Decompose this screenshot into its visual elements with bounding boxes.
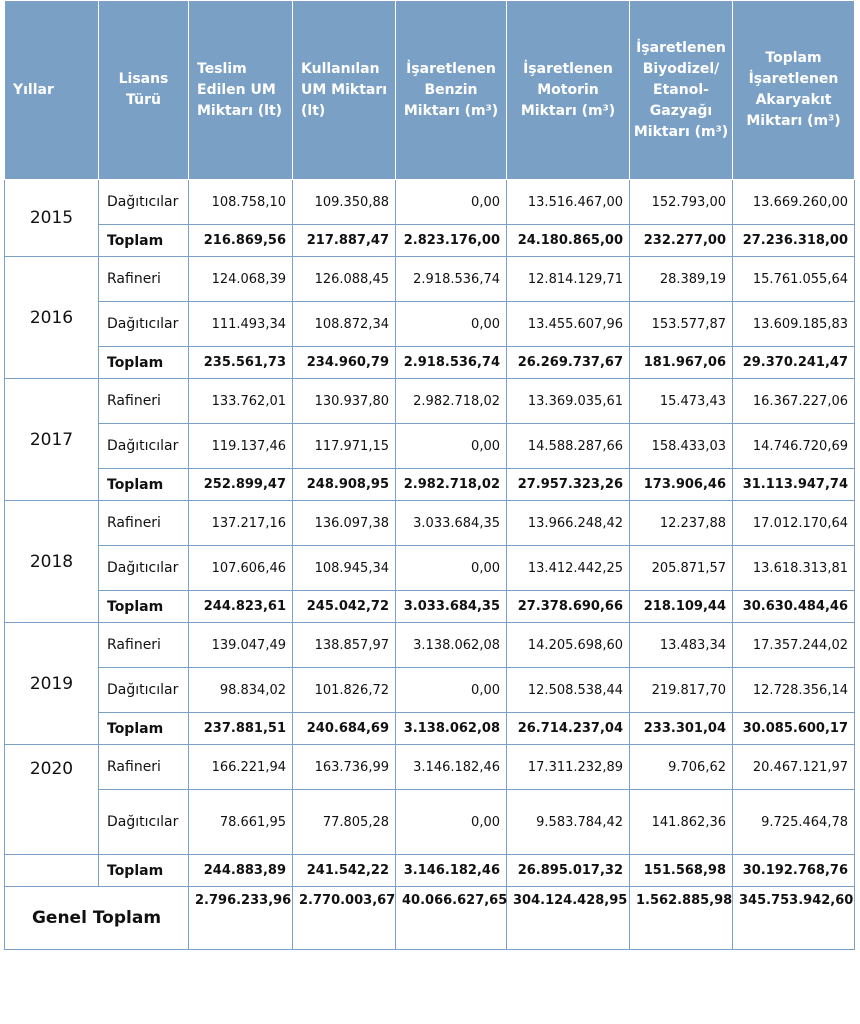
value-cell: 130.937,80 <box>293 379 396 424</box>
value-cell: 17.012.170,64 <box>733 501 855 546</box>
header-row <box>5 1 855 180</box>
value-cell: 17.311.232,89 <box>507 745 630 790</box>
total-value-cell: 173.906,46 <box>630 469 733 501</box>
total-value-cell: 233.301,04 <box>630 713 733 745</box>
value-cell: 12.728.356,14 <box>733 668 855 713</box>
value-cell: 13.455.607,96 <box>507 302 630 347</box>
total-value-cell: 240.684,69 <box>293 713 396 745</box>
total-value-cell: 30.085.600,17 <box>733 713 855 745</box>
year-cell: 2015 <box>5 180 99 257</box>
grand-total-value-cell: 304.124.428,95 <box>507 887 630 950</box>
table-row <box>5 257 855 302</box>
year-cell: 2019 <box>5 623 99 745</box>
total-value-cell: 24.180.865,00 <box>507 225 630 257</box>
total-value-cell: 26.714.237,04 <box>507 713 630 745</box>
header-used-um: Kullanılan UM Miktarı (lt) <box>293 1 396 180</box>
value-cell: 138.857,97 <box>293 623 396 668</box>
total-row <box>5 225 855 257</box>
total-value-cell: 29.370.241,47 <box>733 347 855 379</box>
total-value-cell: 237.881,51 <box>189 713 293 745</box>
value-cell: 14.588.287,66 <box>507 424 630 469</box>
total-value-cell: 244.883,89 <box>189 855 293 887</box>
value-cell: 14.746.720,69 <box>733 424 855 469</box>
value-cell: 77.805,28 <box>293 790 396 855</box>
value-cell: 9.583.784,42 <box>507 790 630 855</box>
value-cell: 153.577,87 <box>630 302 733 347</box>
value-cell: 12.237,88 <box>630 501 733 546</box>
value-cell: 3.033.684,35 <box>396 501 507 546</box>
fuel-marking-table <box>4 0 855 950</box>
total-value-cell: 2.918.536,74 <box>396 347 507 379</box>
total-value-cell: 3.146.182,46 <box>396 855 507 887</box>
value-cell: 2.918.536,74 <box>396 257 507 302</box>
value-cell: 107.606,46 <box>189 546 293 591</box>
value-cell: 78.661,95 <box>189 790 293 855</box>
total-value-cell: 2.982.718,02 <box>396 469 507 501</box>
empty-year-cell <box>5 855 99 887</box>
grand-total-value-cell: 40.066.627,65 <box>396 887 507 950</box>
grand-total-label: Genel Toplam <box>5 887 189 950</box>
license-type-cell: Rafineri <box>99 623 189 668</box>
total-value-cell: 248.908,95 <box>293 469 396 501</box>
license-type-cell: Dağıtıcılar <box>99 790 189 855</box>
license-type-cell: Dağıtıcılar <box>99 546 189 591</box>
table-row <box>5 623 855 668</box>
license-type-cell: Rafineri <box>99 257 189 302</box>
total-row <box>5 855 855 887</box>
value-cell: 117.971,15 <box>293 424 396 469</box>
total-label: Toplam <box>99 469 189 501</box>
license-type-cell: Dağıtıcılar <box>99 424 189 469</box>
table-row <box>5 790 855 855</box>
year-cell: 2020 <box>5 745 99 855</box>
value-cell: 0,00 <box>396 424 507 469</box>
grand-total-value-cell: 2.770.003,67 <box>293 887 396 950</box>
year-cell: 2017 <box>5 379 99 501</box>
table-row <box>5 379 855 424</box>
total-value-cell: 181.967,06 <box>630 347 733 379</box>
total-value-cell: 232.277,00 <box>630 225 733 257</box>
license-type-cell: Dağıtıcılar <box>99 302 189 347</box>
grand-total-row <box>5 887 855 950</box>
value-cell: 205.871,57 <box>630 546 733 591</box>
total-value-cell: 216.869,56 <box>189 225 293 257</box>
table-row <box>5 424 855 469</box>
total-value-cell: 2.823.176,00 <box>396 225 507 257</box>
total-label: Toplam <box>99 225 189 257</box>
header-years: Yıllar <box>5 1 99 180</box>
value-cell: 14.205.698,60 <box>507 623 630 668</box>
grand-total-value-cell: 1.562.885,98 <box>630 887 733 950</box>
value-cell: 136.097,38 <box>293 501 396 546</box>
table-body <box>5 180 855 950</box>
total-value-cell: 27.957.323,26 <box>507 469 630 501</box>
total-value-cell: 252.899,47 <box>189 469 293 501</box>
value-cell: 9.725.464,78 <box>733 790 855 855</box>
total-value-cell: 30.192.768,76 <box>733 855 855 887</box>
value-cell: 119.137,46 <box>189 424 293 469</box>
value-cell: 20.467.121,97 <box>733 745 855 790</box>
total-label: Toplam <box>99 855 189 887</box>
value-cell: 13.609.185,83 <box>733 302 855 347</box>
year-cell: 2018 <box>5 501 99 623</box>
value-cell: 2.982.718,02 <box>396 379 507 424</box>
value-cell: 13.966.248,42 <box>507 501 630 546</box>
table-row <box>5 180 855 225</box>
total-value-cell: 151.568,98 <box>630 855 733 887</box>
value-cell: 101.826,72 <box>293 668 396 713</box>
value-cell: 13.412.442,25 <box>507 546 630 591</box>
total-row <box>5 591 855 623</box>
license-type-cell: Dağıtıcılar <box>99 180 189 225</box>
table-row <box>5 302 855 347</box>
value-cell: 12.814.129,71 <box>507 257 630 302</box>
header-marked-diesel: İşaretlenen Motorin Miktarı (m³) <box>507 1 630 180</box>
total-row <box>5 347 855 379</box>
total-value-cell: 3.138.062,08 <box>396 713 507 745</box>
value-cell: 108.872,34 <box>293 302 396 347</box>
header-marked-gasoline: İşaretlenen Benzin Miktarı (m³) <box>396 1 507 180</box>
total-value-cell: 27.378.690,66 <box>507 591 630 623</box>
value-cell: 111.493,34 <box>189 302 293 347</box>
value-cell: 15.473,43 <box>630 379 733 424</box>
header-total-marked-fuel: Toplam İşaretlenen Akaryakıt Miktarı (m³) <box>733 1 855 180</box>
value-cell: 0,00 <box>396 546 507 591</box>
value-cell: 0,00 <box>396 302 507 347</box>
table-row <box>5 501 855 546</box>
grand-total-value-cell: 345.753.942,60 <box>733 887 855 950</box>
table-container <box>4 0 854 950</box>
value-cell: 0,00 <box>396 668 507 713</box>
value-cell: 124.068,39 <box>189 257 293 302</box>
table-row <box>5 745 855 790</box>
license-type-cell: Rafineri <box>99 501 189 546</box>
value-cell: 139.047,49 <box>189 623 293 668</box>
header-delivered-um: Teslim Edilen UM Miktarı (lt) <box>189 1 293 180</box>
total-value-cell: 31.113.947,74 <box>733 469 855 501</box>
value-cell: 16.367.227,06 <box>733 379 855 424</box>
total-label: Toplam <box>99 591 189 623</box>
total-value-cell: 26.895.017,32 <box>507 855 630 887</box>
value-cell: 0,00 <box>396 790 507 855</box>
total-label: Toplam <box>99 713 189 745</box>
value-cell: 3.146.182,46 <box>396 745 507 790</box>
value-cell: 219.817,70 <box>630 668 733 713</box>
value-cell: 0,00 <box>396 180 507 225</box>
header-license-type: Lisans Türü <box>99 1 189 180</box>
total-value-cell: 27.236.318,00 <box>733 225 855 257</box>
total-row <box>5 713 855 745</box>
value-cell: 137.217,16 <box>189 501 293 546</box>
total-value-cell: 234.960,79 <box>293 347 396 379</box>
value-cell: 141.862,36 <box>630 790 733 855</box>
value-cell: 158.433,03 <box>630 424 733 469</box>
grand-total-value-cell: 2.796.233,96 <box>189 887 293 950</box>
value-cell: 133.762,01 <box>189 379 293 424</box>
value-cell: 13.618.313,81 <box>733 546 855 591</box>
value-cell: 9.706,62 <box>630 745 733 790</box>
total-value-cell: 218.109,44 <box>630 591 733 623</box>
table-row <box>5 546 855 591</box>
value-cell: 98.834,02 <box>189 668 293 713</box>
license-type-cell: Dağıtıcılar <box>99 668 189 713</box>
value-cell: 17.357.244,02 <box>733 623 855 668</box>
total-label: Toplam <box>99 347 189 379</box>
value-cell: 13.669.260,00 <box>733 180 855 225</box>
value-cell: 126.088,45 <box>293 257 396 302</box>
value-cell: 108.945,34 <box>293 546 396 591</box>
value-cell: 13.369.035,61 <box>507 379 630 424</box>
year-cell: 2016 <box>5 257 99 379</box>
value-cell: 13.483,34 <box>630 623 733 668</box>
total-value-cell: 241.542,22 <box>293 855 396 887</box>
license-type-cell: Rafineri <box>99 745 189 790</box>
value-cell: 28.389,19 <box>630 257 733 302</box>
value-cell: 3.138.062,08 <box>396 623 507 668</box>
value-cell: 166.221,94 <box>189 745 293 790</box>
total-value-cell: 3.033.684,35 <box>396 591 507 623</box>
header-marked-biodiesel: İşaretlenen Biyodizel/ Etanol-Gazyağı Miktarı (m³) <box>630 1 733 180</box>
total-value-cell: 217.887,47 <box>293 225 396 257</box>
total-value-cell: 245.042,72 <box>293 591 396 623</box>
value-cell: 163.736,99 <box>293 745 396 790</box>
total-value-cell: 244.823,61 <box>189 591 293 623</box>
value-cell: 13.516.467,00 <box>507 180 630 225</box>
value-cell: 109.350,88 <box>293 180 396 225</box>
value-cell: 15.761.055,64 <box>733 257 855 302</box>
total-value-cell: 30.630.484,46 <box>733 591 855 623</box>
value-cell: 152.793,00 <box>630 180 733 225</box>
value-cell: 12.508.538,44 <box>507 668 630 713</box>
license-type-cell: Rafineri <box>99 379 189 424</box>
table-row <box>5 668 855 713</box>
total-value-cell: 26.269.737,67 <box>507 347 630 379</box>
total-row <box>5 469 855 501</box>
total-value-cell: 235.561,73 <box>189 347 293 379</box>
value-cell: 108.758,10 <box>189 180 293 225</box>
